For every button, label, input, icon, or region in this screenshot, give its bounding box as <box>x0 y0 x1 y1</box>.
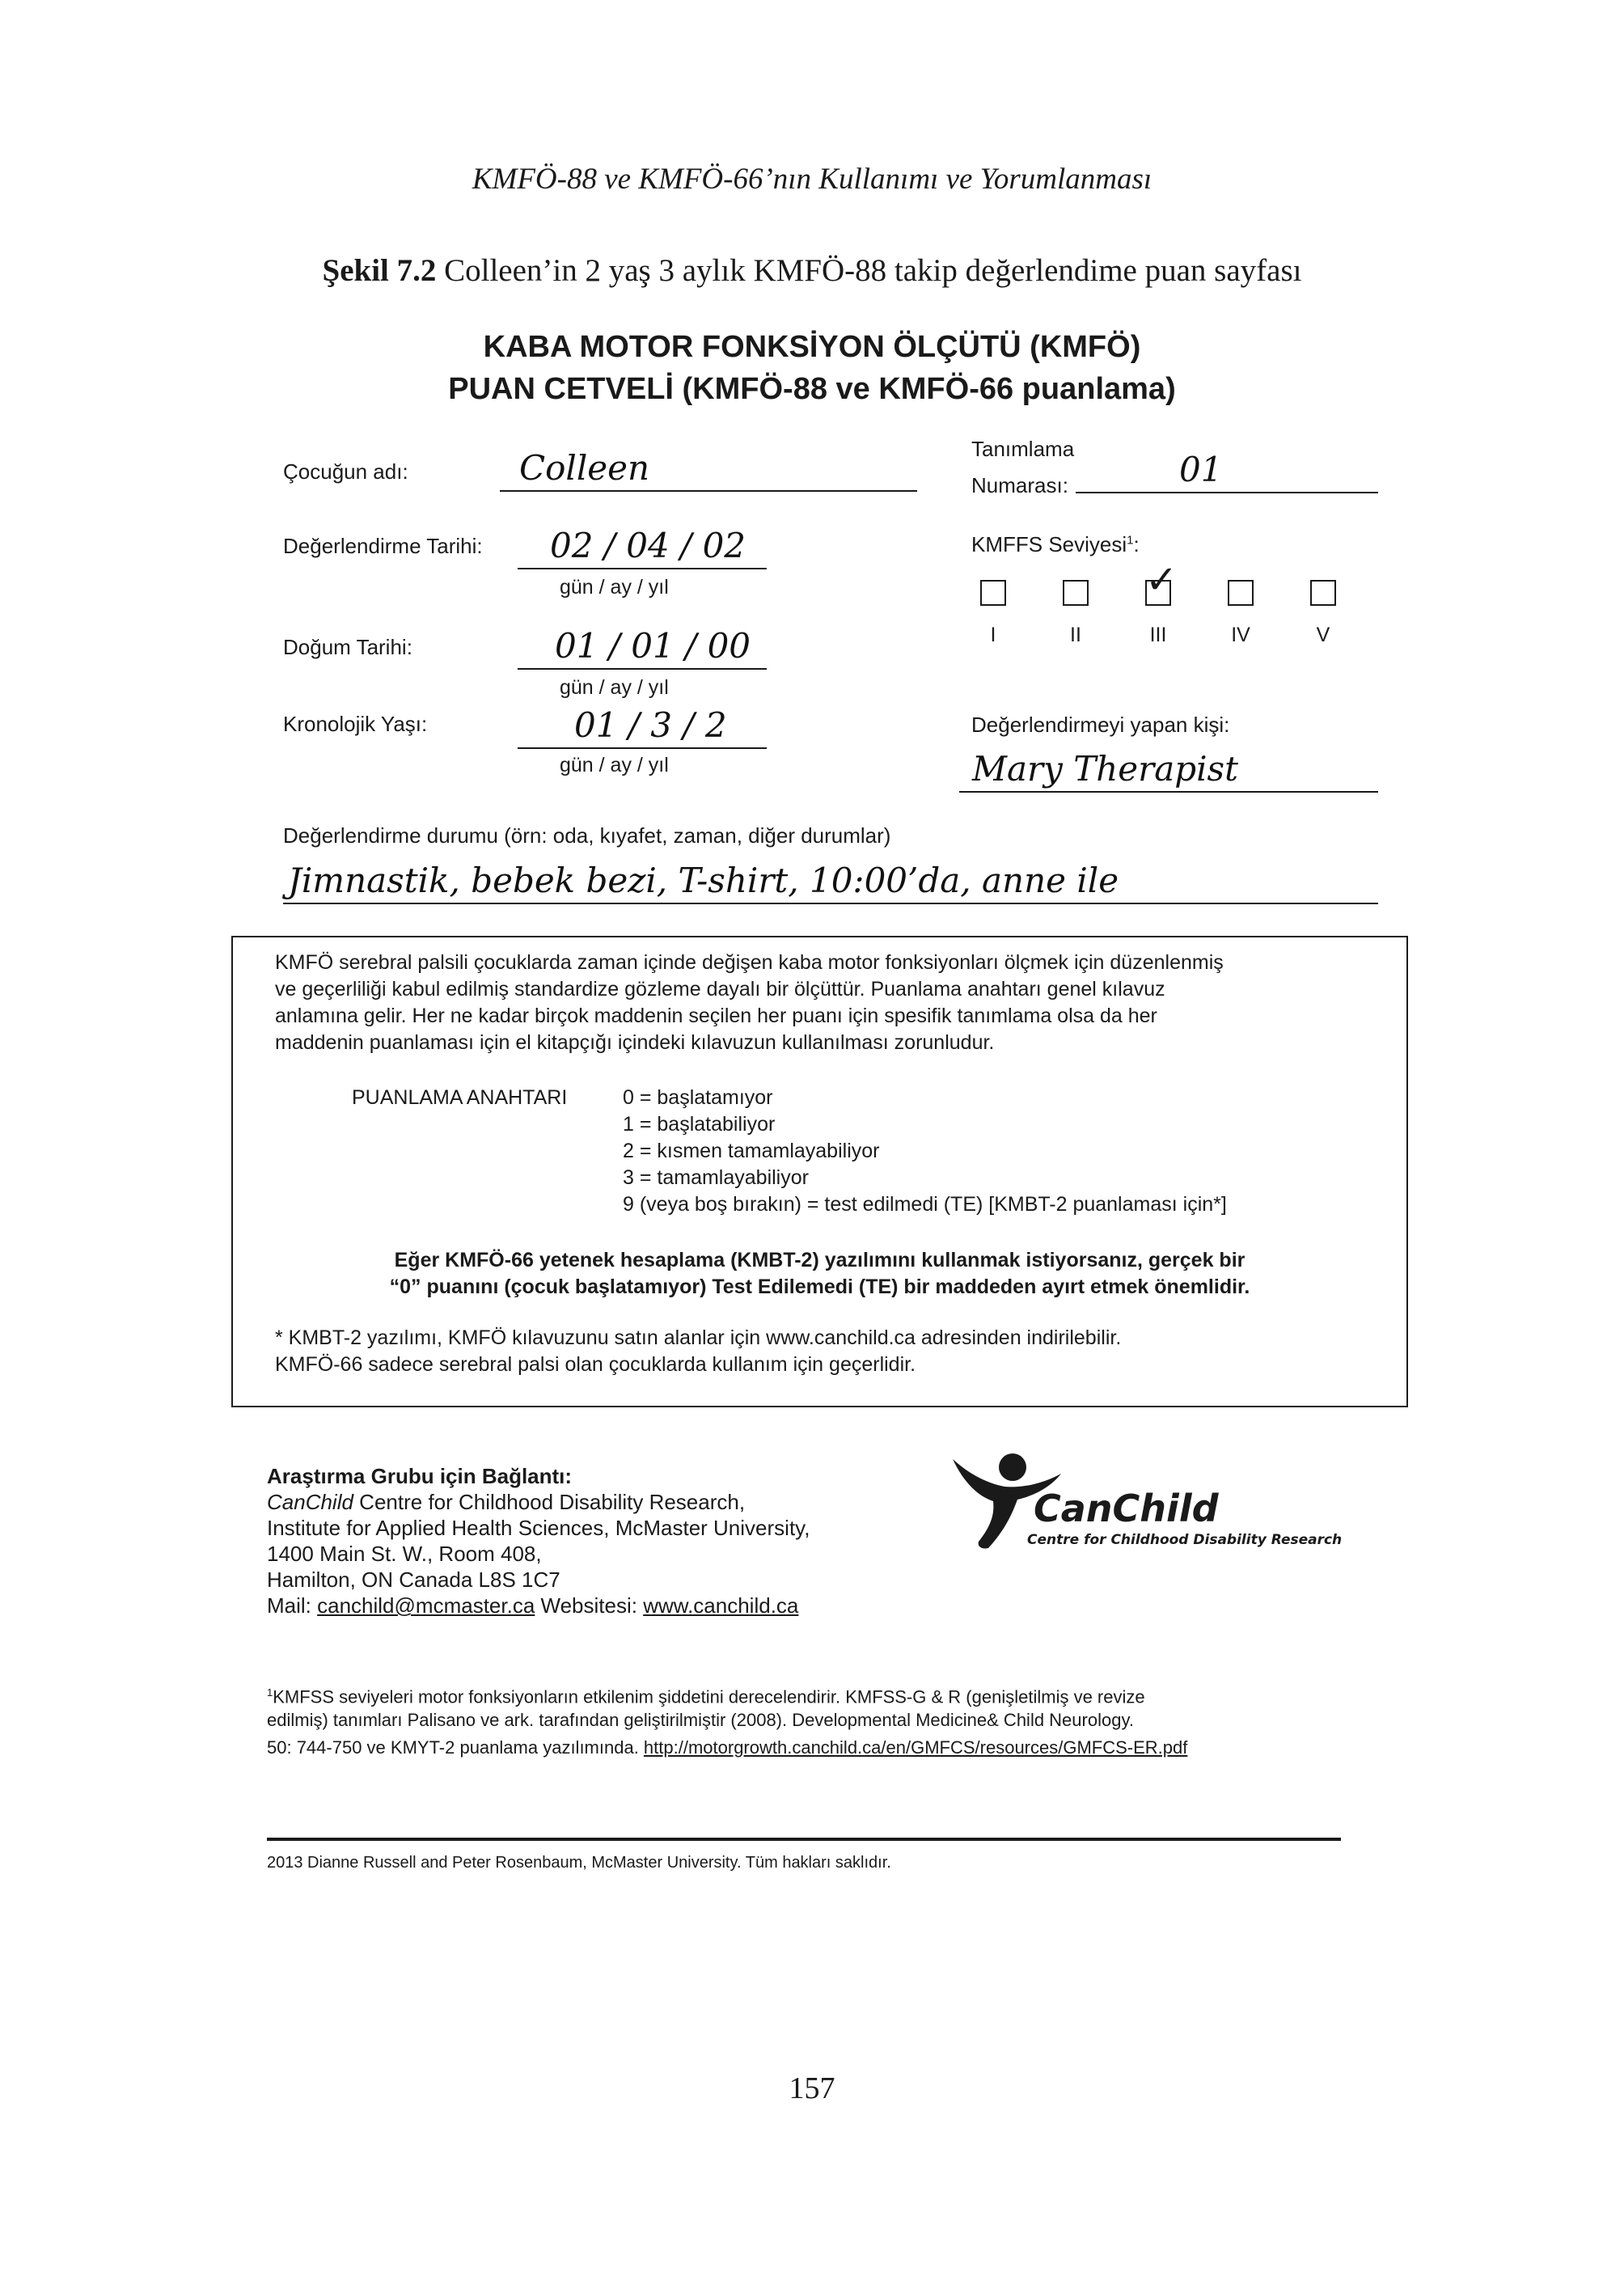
id-label-line1: Tanımlama <box>971 437 1075 461</box>
logo-name: CanChild <box>1034 1487 1219 1530</box>
scoring-key-item: 1 = başlatabiliyor <box>623 1113 776 1136</box>
assess-date-field[interactable] <box>518 527 767 569</box>
form-title-line2: PUAN CETVELİ (KMFÖ-88 ve KMFÖ-66 puanlama) <box>448 372 1176 406</box>
chrono-age-field[interactable] <box>518 707 767 749</box>
footnote-line3: 50: 744-750 ve KMYT-2 puanlama yazılımında. http://motorgrowth.canchild.ca/en/GMFCS/resources/GMFCS-ER.pdf <box>267 1737 1188 1758</box>
scoring-key-title: PUANLAMA ANAHTARI <box>352 1086 568 1109</box>
footnote-line2: edilmiş) tanımları Palisano ve ark. tarafından geliştirilmiştir (2008). Developmental Medicine& Child Neurology. <box>267 1710 1134 1730</box>
gmfcs-checkbox-2[interactable] <box>1063 580 1089 606</box>
contact-line: 1400 Main St. W., Room 408, <box>267 1542 542 1566</box>
website-link[interactable]: www.canchild.ca <box>643 1593 799 1618</box>
birth-date-field[interactable] <box>518 628 767 670</box>
assessor-value: Mary Therapist <box>972 749 1238 789</box>
birth-date-hint: gün / ay / yıl <box>560 676 669 699</box>
gmfcs-level-label: V <box>1316 624 1330 646</box>
gmfcs-level-label: I <box>990 624 996 646</box>
conditions-field[interactable] <box>283 862 1378 904</box>
figure-label: Şekil 7.2 <box>322 253 437 288</box>
birth-date-value: 01 / 01 / 00 <box>555 626 751 666</box>
assessor-field[interactable] <box>959 749 1378 793</box>
email-link[interactable]: canchild@mcmaster.ca <box>317 1593 535 1618</box>
form-title-line1: KABA MOTOR FONKSİYON ÖLÇÜTÜ (KMFÖ) <box>483 330 1141 364</box>
figure-caption-text: Colleen’in 2 yaş 3 aylık KMFÖ-88 takip değerlendime puan sayfası <box>436 253 1302 288</box>
scoring-key-item: 9 (veya boş bırakın) = test edilmedi (TE) [KMBT-2 puanlaması için*] <box>623 1193 1227 1216</box>
canchild-logo <box>946 1448 1343 1553</box>
important-note-line2: “0” puanını (çocuk başlatamıyor) Test Edilemedi (TE) bir maddeden ayırt etmek önemlidir. <box>389 1276 1250 1298</box>
birth-date-label: Doğum Tarihi: <box>283 635 412 659</box>
gmfcs-pdf-link[interactable]: http://motorgrowth.canchild.ca/en/GMFCS/resources/GMFCS-ER.pdf <box>643 1737 1188 1758</box>
chrono-age-label: Kronolojik Yaşı: <box>283 712 428 736</box>
box-footnote-line2: KMFÖ-66 sadece serebral palsi olan çocuklarda kullanım için geçerlidir. <box>275 1353 916 1376</box>
logo-subtitle: Centre for Childhood Disability Research <box>1027 1532 1343 1548</box>
description-line: anlamına gelir. Her ne kadar birçok maddenin seçilen her puanı için spesifik tanımlama olsa da her <box>275 1005 1157 1027</box>
conditions-value: Jimnastik, bebek bezi, T-shirt, 10:00’da, anne ile <box>288 861 1119 900</box>
chrono-age-hint: gün / ay / yıl <box>560 754 669 776</box>
copyright: 2013 Dianne Russell and Peter Rosenbaum, McMaster University. Tüm hakları saklıdır. <box>267 1854 891 1872</box>
child-name-label: Çocuğun adı: <box>283 459 408 484</box>
gmfcs-label: KMFFS Seviyesi$^1$: <box>971 532 1140 556</box>
footnote-line1: $^1$KMFSS seviyeleri motor fonksiyonların etkilenim şiddetini derecelendirir. KMFSS-G & R (genişletilmiş ve revize <box>267 1686 1145 1707</box>
assess-date-value: 02 / 04 / 02 <box>550 526 746 565</box>
gmfcs-checkbox-4[interactable] <box>1228 580 1254 606</box>
description-line: ve geçerliliği kabul edilmiş standardize gözleme dayalı bir ölçüttür. Puanlama anahtarı genel kılavuz <box>275 978 1165 1001</box>
scoring-key-item: 0 = başlatamıyor <box>623 1086 773 1109</box>
gmfcs-level-label: II <box>1070 624 1081 646</box>
footer-rule <box>267 1838 1341 1841</box>
id-number-value: 01 <box>1179 450 1223 489</box>
chrono-age-value: 01 / 3 / 2 <box>574 705 727 745</box>
contact-org: CanChild Centre for Childhood Disability Research, <box>267 1490 746 1514</box>
figure-caption <box>0 252 1624 289</box>
conditions-label: Değerlendirme durumu (örn: oda, kıyafet, zaman, diğer durumlar) <box>283 823 891 848</box>
gmfcs-checkbox-1[interactable] <box>980 580 1006 606</box>
gmfcs-level-label: III <box>1149 624 1167 646</box>
gmfcs-level-label: IV <box>1231 624 1250 646</box>
important-note-line1: Eğer KMFÖ-66 yetenek hesaplama (KMBT-2) yazılımını kullanmak istiyorsanız, gerçek bir <box>394 1249 1245 1271</box>
description-line: maddenin puanlaması için el kitapçığı içindeki kılavuzun kullanılması zorunludur. <box>275 1031 995 1054</box>
child-name-field[interactable] <box>500 448 917 492</box>
running-head: KMFÖ-88 ve KMFÖ-66’nın Kullanımı ve Yorumlanması <box>472 163 1152 196</box>
assess-date-label: Değerlendirme Tarihi: <box>283 534 483 558</box>
description-line: KMFÖ serebral palsili çocuklarda zaman içinde değişen kaba motor fonksiyonları ölçmek için düzenlenmiş <box>275 951 1224 974</box>
contact-heading: Araştırma Grubu için Bağlantı: <box>267 1464 573 1488</box>
contact-mail-line: Mail: canchild@mcmaster.ca Websitesi: www.canchild.ca <box>267 1593 799 1618</box>
assess-date-hint: gün / ay / yıl <box>560 576 669 599</box>
scoring-key-item: 2 = kısmen tamamlayabiliyor <box>623 1140 880 1162</box>
id-label-line2: Numarası: <box>971 473 1068 497</box>
box-footnote-line1: * KMBT-2 yazılımı, KMFÖ kılavuzunu satın alanlar için www.canchild.ca adresinden indirilebilir. <box>275 1326 1122 1349</box>
scoring-key-item: 3 = tamamlayabiliyor <box>623 1166 809 1189</box>
gmfcs-checkbox-3[interactable] <box>1145 557 1178 606</box>
contact-line: Institute for Applied Health Sciences, McMaster University, <box>267 1516 810 1540</box>
child-name-value: Colleen <box>519 448 650 488</box>
assessor-label: Değerlendirmeyi yapan kişi: <box>971 713 1230 737</box>
contact-line: Hamilton, ON Canada L8S 1C7 <box>267 1567 560 1592</box>
page-number: 157 <box>789 2071 835 2105</box>
id-number-field[interactable] <box>1076 451 1378 493</box>
check-mark-icon: ✓ <box>1145 557 1178 603</box>
gmfcs-checkbox-5[interactable] <box>1310 580 1336 606</box>
